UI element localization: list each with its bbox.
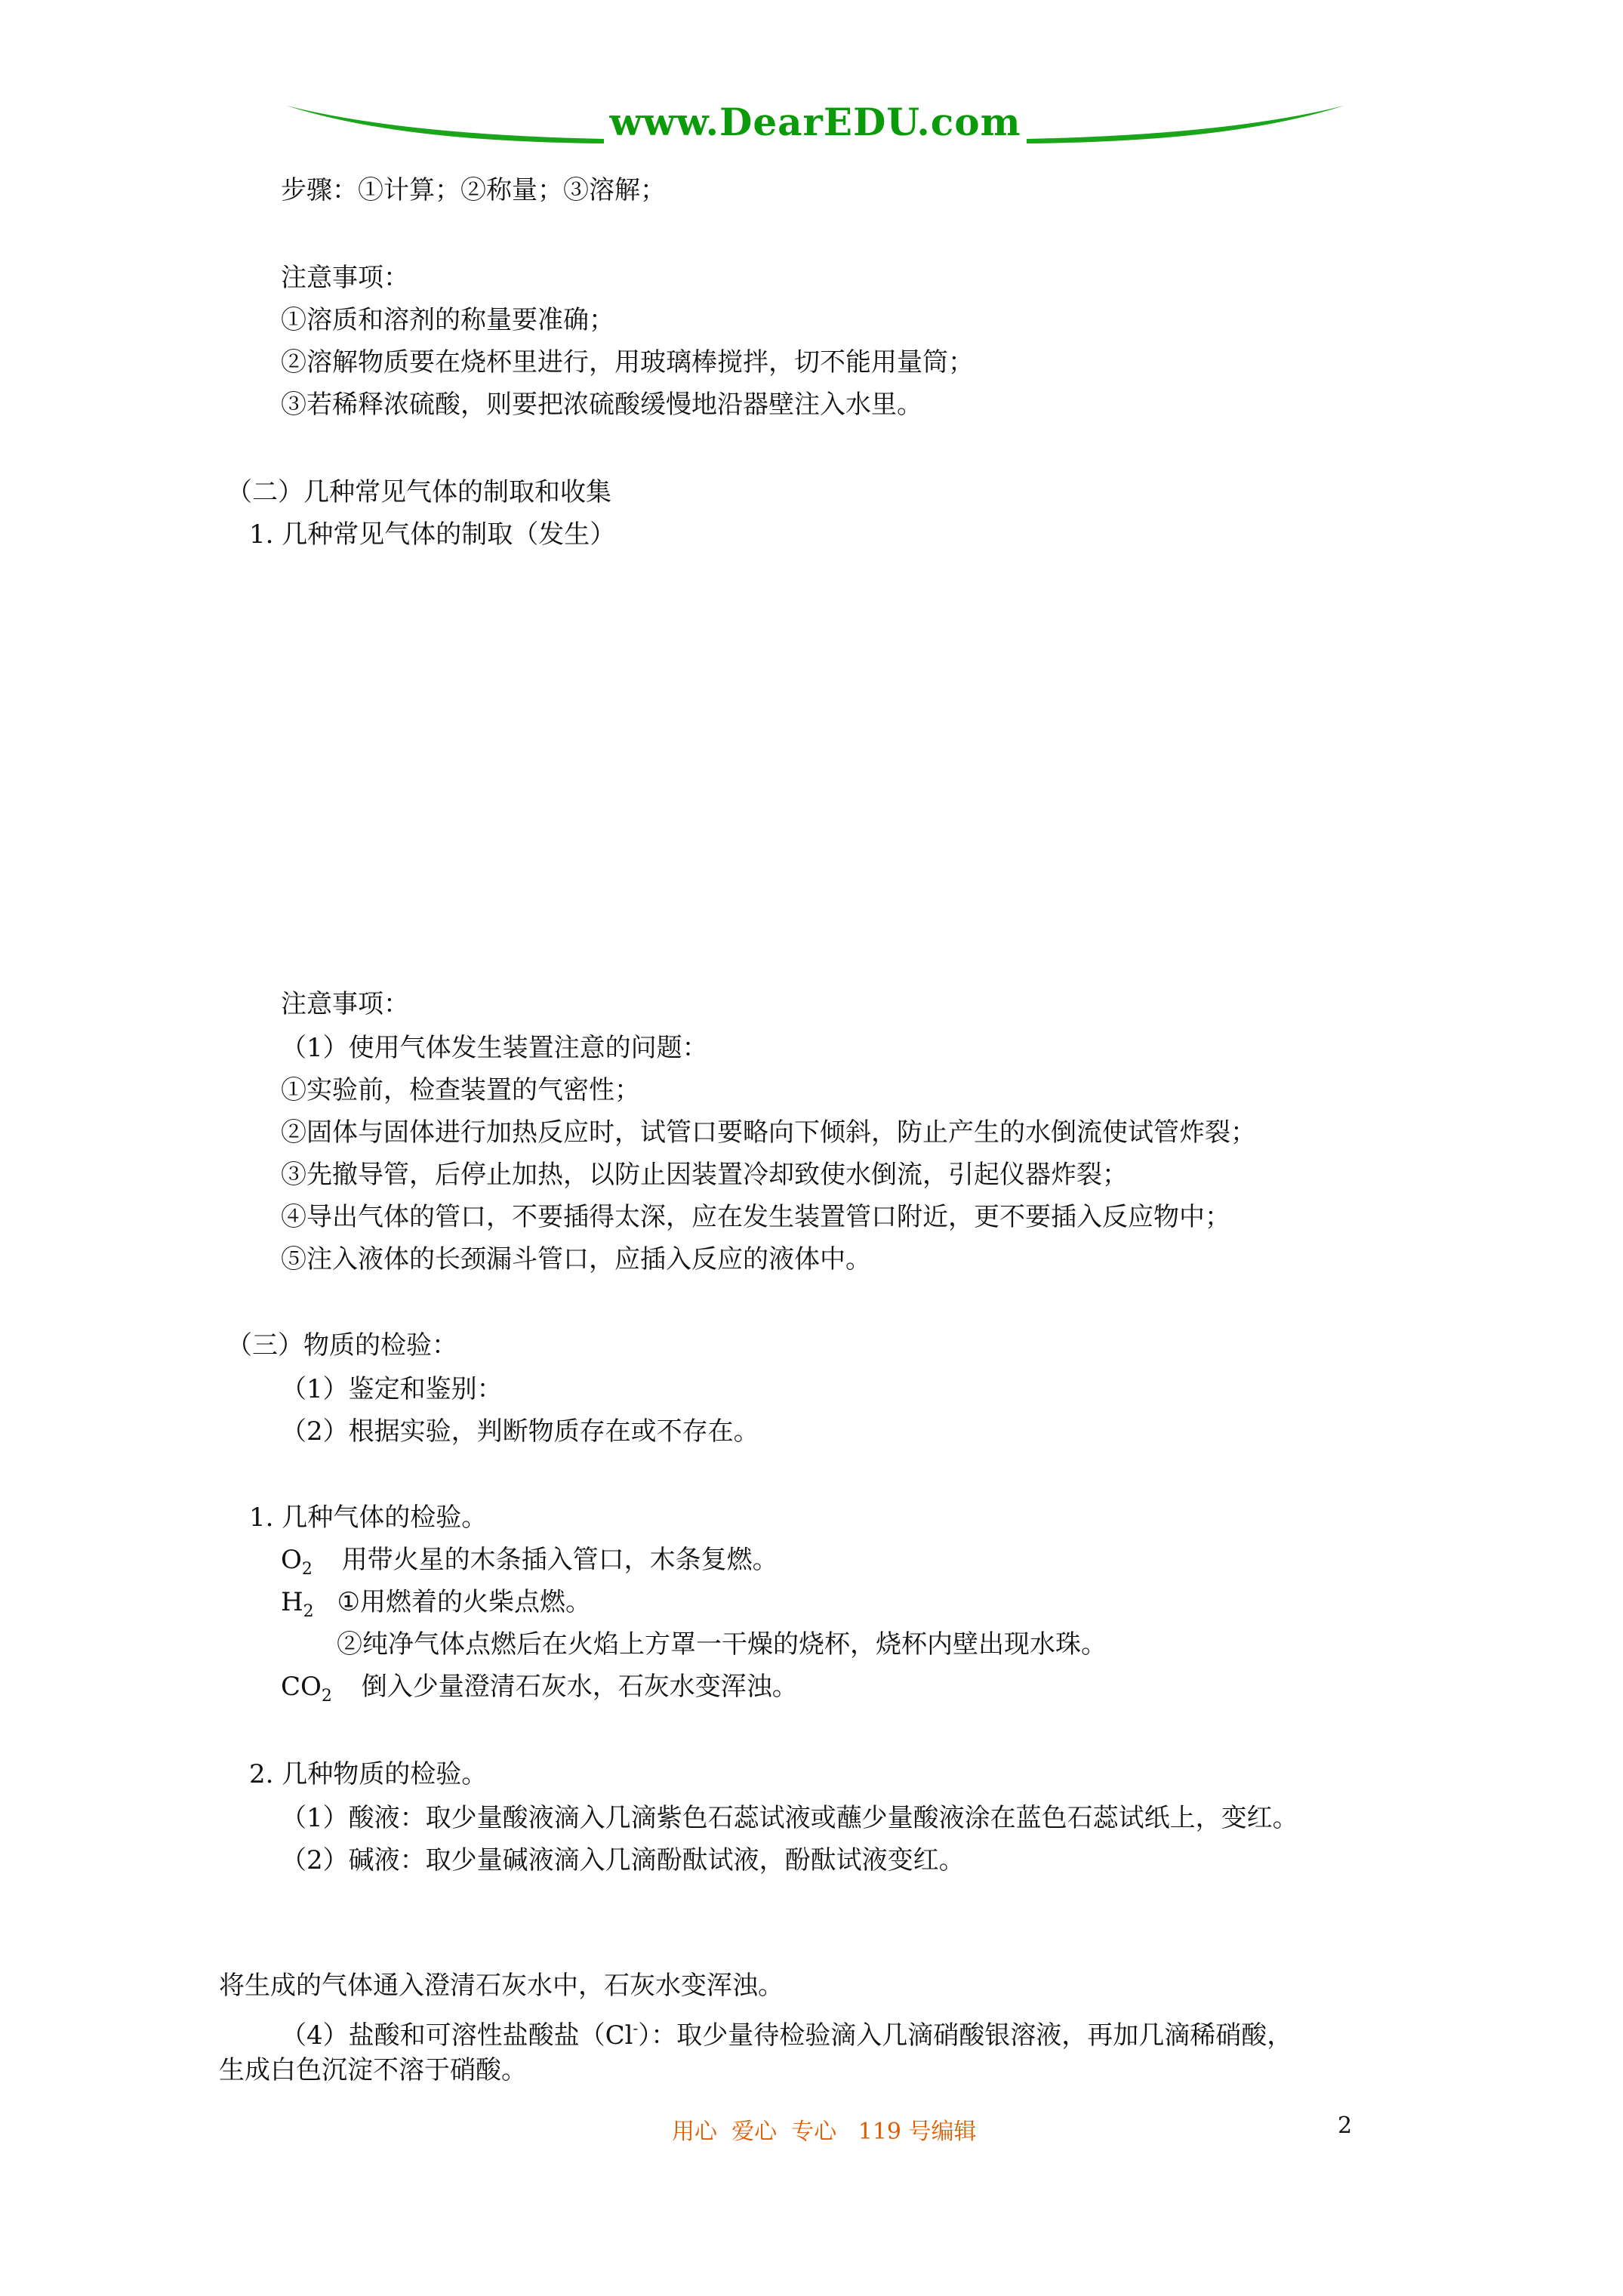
formula-symbol: O: [281, 1545, 302, 1575]
section-heading: （二）几种常见气体的制取和收集: [226, 477, 611, 507]
chloride-test-line: [281, 2013, 1292, 2051]
formula-subscript: 2: [303, 1602, 314, 1621]
steps-line: 步骤：①计算；②称量；③溶解；: [281, 175, 666, 205]
header-logo-banner: [287, 89, 1344, 157]
chloride-text-end: ）：取少量待检验滴入几滴硝酸银溶液，再加几滴稀硝酸，: [638, 2020, 1293, 2051]
gas-test-co2: [281, 1672, 798, 1712]
notes-heading: 注意事项：: [281, 263, 409, 293]
note-item: ②溶解物质要在烧杯里进行，用玻璃棒搅拌，切不能用量筒；: [281, 347, 974, 378]
gas-test-text: ①用燃着的火柴点燃。: [337, 1587, 591, 1617]
note-item: （1）使用气体发生装置注意的问题：: [281, 1033, 708, 1063]
list-item: （2）根据实验，判断物质存在或不存在。: [281, 1416, 759, 1447]
gas-test-o2: [281, 1545, 778, 1585]
list-item: （1）鉴定和鉴别：: [281, 1374, 503, 1404]
subsection-heading: 1. 几种常见气体的制取（发生）: [249, 519, 616, 550]
footer-editor-note: 用心 爱心 专心 119 号编辑: [672, 2119, 977, 2145]
formula-subscript: 2: [301, 1560, 313, 1579]
note-item: ①实验前，检查装置的气密性；: [281, 1075, 640, 1105]
note-item: ②固体与固体进行加热反应时，试管口要略向下倾斜，防止产生的水倒流使试管炸裂；: [281, 1117, 1256, 1148]
chloride-superscript: -: [633, 2019, 639, 2037]
note-item: ③若稀释浓硫酸，则要把浓硫酸缓慢地沿器壁注入水里。: [281, 390, 922, 420]
formula-subscript: 2: [321, 1687, 332, 1706]
site-logo-text: www.DearEDU.com: [609, 100, 1021, 144]
formula-symbol: CO: [281, 1672, 322, 1702]
paragraph-line: 生成白色沉淀不溶于硝酸。: [219, 2055, 527, 2085]
paragraph-line: 将生成的气体通入澄清石灰水中，石灰水变浑浊。: [219, 1971, 784, 2001]
gas-test-text: 用带火星的木条插入管口，木条复燃。: [341, 1545, 778, 1575]
note-item: ⑤注入液体的长颈漏斗管口，应插入反应的液体中。: [281, 1244, 871, 1274]
page-number: 2: [1338, 2113, 1353, 2139]
note-item: ①溶质和溶剂的称量要准确；: [281, 305, 614, 335]
gas-test-text: 倒入少量澄清石灰水，石灰水变浑浊。: [361, 1672, 798, 1702]
subsection-heading: 2. 几种物质的检验。: [249, 1759, 488, 1789]
subsection-heading: 1. 几种气体的检验。: [249, 1502, 488, 1533]
note-item: ④导出气体的管口，不要插得太深，应在发生装置管口附近，更不要插入反应物中；: [281, 1202, 1230, 1232]
chloride-text-start: （4）盐酸和可溶性盐酸盐（Cl: [281, 2020, 633, 2051]
list-item: （1）酸液：取少量酸液滴入几滴紫色石蕊试液或蘸少量酸液涂在蓝色石蕊试纸上，变红。: [281, 1803, 1298, 1833]
formula-symbol: H: [281, 1587, 303, 1617]
gas-test-h2-continued: ②纯净气体点燃后在火焰上方罩一干燥的烧杯，烧杯内壁出现水珠。: [337, 1629, 1107, 1660]
list-item: （2）碱液：取少量碱液滴入几滴酚酞试液，酚酞试液变红。: [281, 1845, 965, 1875]
note-item: ③先撤导管，后停止加热，以防止因装置冷却致使水倒流，引起仪器炸裂；: [281, 1160, 1128, 1190]
gas-test-h2: [281, 1587, 591, 1627]
notes-heading: 注意事项：: [281, 989, 409, 1019]
section-heading: （三）物质的检验：: [226, 1330, 457, 1361]
